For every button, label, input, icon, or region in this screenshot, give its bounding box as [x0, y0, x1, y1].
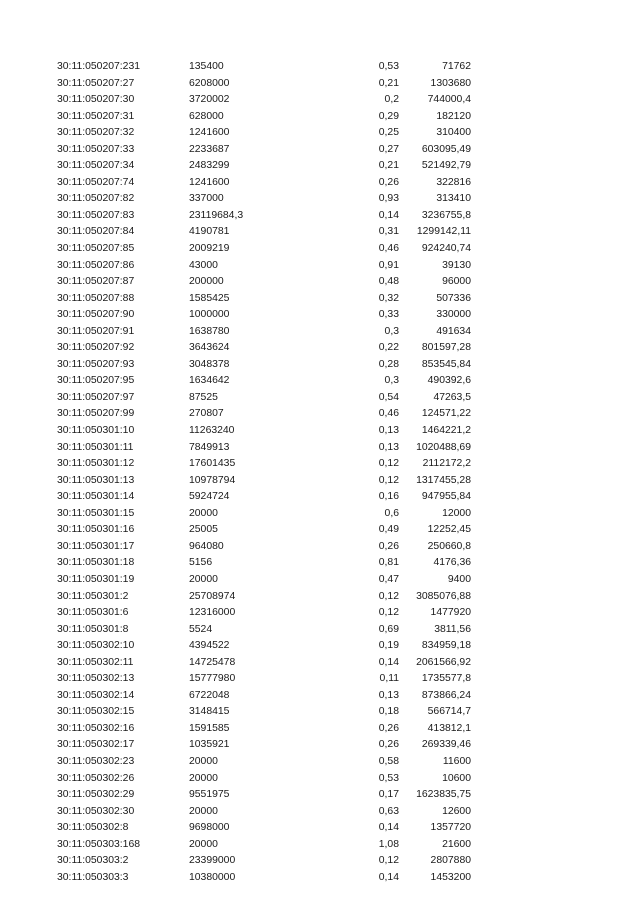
amount-cell: 330000	[436, 309, 471, 321]
cadastral-number-cell: 30:11:050207:86	[57, 259, 135, 271]
area-cell: 5924724	[189, 491, 230, 503]
area-cell: 23399000	[189, 855, 236, 867]
area-cell: 2009219	[189, 243, 230, 255]
area-cell: 2483299	[189, 160, 230, 172]
table-row	[0, 589, 640, 606]
area-cell: 20000	[189, 573, 218, 585]
cadastral-number-cell: 30:11:050207:82	[57, 193, 135, 205]
amount-cell: 744000,4	[427, 94, 471, 106]
area-cell: 3643624	[189, 342, 230, 354]
table-row	[0, 258, 640, 275]
rate-cell: 0,48	[378, 276, 399, 288]
table-row	[0, 870, 640, 887]
cadastral-number-cell: 30:11:050302:23	[57, 755, 135, 767]
area-cell: 11263240	[189, 425, 235, 437]
amount-cell: 853545,84	[421, 358, 471, 370]
area-cell: 6722048	[189, 689, 230, 701]
area-cell: 6208000	[189, 77, 230, 89]
amount-cell: 566714,7	[427, 706, 471, 718]
rate-cell: 0,3	[384, 375, 399, 387]
area-cell: 135400	[189, 61, 224, 72]
area-cell: 1000000	[189, 309, 230, 321]
rate-cell: 0,29	[378, 110, 399, 122]
amount-cell: 1735577,8	[421, 673, 471, 685]
amount-cell: 124571,22	[421, 408, 471, 420]
amount-cell: 1623835,75	[416, 789, 471, 801]
area-cell: 1634642	[189, 375, 230, 387]
cadastral-number-cell: 30:11:050301:6	[57, 607, 129, 619]
table-row	[0, 622, 640, 639]
amount-cell: 12252,45	[427, 524, 471, 536]
cadastral-number-cell: 30:11:050303:2	[57, 855, 129, 867]
table-row	[0, 440, 640, 457]
rate-cell: 0,14	[378, 656, 399, 668]
area-cell: 337000	[189, 193, 224, 205]
table-row	[0, 837, 640, 854]
cadastral-number-cell: 30:11:050302:13	[57, 673, 135, 685]
cadastral-number-cell: 30:11:050207:33	[57, 143, 135, 155]
rate-cell: 0,12	[378, 590, 399, 602]
rate-cell: 0,26	[378, 540, 399, 552]
area-cell: 4190781	[189, 226, 230, 238]
rate-cell: 0,49	[378, 524, 399, 536]
cadastral-number-cell: 30:11:050301:18	[57, 557, 135, 569]
rate-cell: 0,93	[378, 193, 399, 205]
table-row	[0, 423, 640, 440]
table-row	[0, 655, 640, 672]
amount-cell: 2112172,2	[422, 458, 471, 470]
cadastral-number-cell: 30:11:050207:27	[57, 77, 135, 89]
amount-cell: 507336	[436, 292, 471, 304]
area-cell: 20000	[189, 838, 218, 850]
rate-cell: 0,2	[384, 94, 399, 106]
rate-cell: 0,53	[378, 772, 399, 784]
rate-cell: 0,26	[378, 739, 399, 751]
amount-cell: 1303680	[430, 77, 471, 89]
rate-cell: 0,14	[378, 871, 399, 883]
rate-cell: 0,58	[378, 755, 399, 767]
table-row	[0, 804, 640, 821]
cadastral-number-cell: 30:11:050207:231	[57, 61, 141, 72]
rate-cell: 0,27	[378, 143, 399, 155]
amount-cell: 313410	[436, 193, 471, 205]
area-cell: 1241600	[189, 176, 230, 188]
rate-cell: 0,69	[378, 623, 399, 635]
cadastral-number-cell: 30:11:050303:168	[57, 838, 141, 850]
table-row	[0, 489, 640, 506]
rate-cell: 0,47	[378, 573, 399, 585]
rate-cell: 0,31	[378, 226, 399, 238]
area-cell: 270807	[189, 408, 224, 420]
cadastral-number-cell: 30:11:050301:12	[57, 458, 135, 470]
cadastral-number-cell: 30:11:050302:15	[57, 706, 135, 718]
area-cell: 3720002	[189, 94, 230, 106]
cadastral-number-cell: 30:11:050207:34	[57, 160, 135, 172]
table-row	[0, 175, 640, 192]
amount-cell: 1453200	[430, 871, 471, 883]
area-cell: 628000	[189, 110, 224, 122]
amount-cell: 250660,8	[427, 540, 471, 552]
rate-cell: 0,53	[378, 61, 399, 72]
amount-cell: 21600	[442, 838, 471, 850]
rate-cell: 0,63	[378, 805, 399, 817]
area-cell: 9551975	[189, 789, 230, 801]
table-row	[0, 820, 640, 837]
rate-cell: 0,19	[378, 640, 399, 652]
table-row	[0, 572, 640, 589]
rate-cell: 0,13	[378, 425, 399, 437]
amount-cell: 2807880	[430, 855, 471, 867]
table-row	[0, 357, 640, 374]
area-cell: 4394522	[189, 640, 230, 652]
table-row	[0, 92, 640, 109]
cadastral-number-cell: 30:11:050207:95	[57, 375, 135, 387]
rate-cell: 0,81	[378, 557, 399, 569]
rate-cell: 0,17	[378, 789, 399, 801]
rate-cell: 0,22	[378, 342, 399, 354]
area-cell: 7849913	[189, 441, 230, 453]
amount-cell: 801597,28	[421, 342, 471, 354]
cadastral-number-cell: 30:11:050207:93	[57, 358, 135, 370]
area-cell: 1241600	[189, 127, 230, 139]
table-row	[0, 76, 640, 93]
area-cell: 1585425	[189, 292, 230, 304]
table-row	[0, 142, 640, 159]
cadastral-number-cell: 30:11:050301:10	[57, 425, 135, 437]
amount-cell: 3236755,8	[421, 209, 471, 221]
table-row	[0, 224, 640, 241]
area-cell: 25708974	[189, 590, 236, 602]
cadastral-number-cell: 30:11:050302:11	[57, 656, 134, 668]
table-row	[0, 208, 640, 225]
cadastral-number-cell: 30:11:050302:10	[57, 640, 135, 652]
cadastral-number-cell: 30:11:050207:85	[57, 243, 135, 255]
amount-cell: 521492,79	[421, 160, 471, 172]
cadastral-number-cell: 30:11:050207:87	[57, 276, 135, 288]
amount-cell: 12600	[442, 805, 471, 817]
rate-cell: 0,18	[378, 706, 399, 718]
cadastral-number-cell: 30:11:050301:8	[57, 623, 129, 635]
amount-cell: 182120	[436, 110, 471, 122]
rate-cell: 0,21	[378, 77, 399, 89]
rate-cell: 0,16	[378, 491, 399, 503]
cadastral-number-cell: 30:11:050207:74	[57, 176, 135, 188]
cadastral-number-cell: 30:11:050301:13	[57, 474, 135, 486]
area-cell: 200000	[189, 276, 224, 288]
table-row	[0, 390, 640, 407]
cadastral-number-cell: 30:11:050302:16	[57, 722, 135, 734]
cadastral-number-cell: 30:11:050301:14	[57, 491, 135, 503]
area-cell: 10978794	[189, 474, 236, 486]
rate-cell: 0,13	[378, 441, 399, 453]
cadastral-number-cell: 30:11:050303:3	[57, 871, 129, 883]
area-cell: 2233687	[189, 143, 230, 155]
cadastral-number-cell: 30:11:050301:2	[57, 590, 129, 602]
table-row	[0, 539, 640, 556]
rate-cell: 0,12	[378, 607, 399, 619]
rate-cell: 0,91	[378, 259, 399, 271]
cadastral-number-cell: 30:11:050207:99	[57, 408, 135, 420]
table-row	[0, 473, 640, 490]
cadastral-number-cell: 30:11:050207:91	[57, 325, 135, 337]
amount-cell: 3085076,88	[416, 590, 471, 602]
cadastral-number-cell: 30:11:050207:32	[57, 127, 135, 139]
area-cell: 43000	[189, 259, 218, 271]
rate-cell: 0,12	[378, 474, 399, 486]
cadastral-number-cell: 30:11:050207:31	[57, 110, 135, 122]
rate-cell: 0,32	[378, 292, 399, 304]
amount-cell: 4176,36	[433, 557, 471, 569]
table-row	[0, 191, 640, 208]
amount-cell: 2061566,92	[416, 656, 471, 668]
rate-cell: 0,12	[378, 855, 399, 867]
area-cell: 1035921	[189, 739, 230, 751]
area-cell: 964080	[189, 540, 224, 552]
table-row	[0, 109, 640, 126]
table-row	[0, 158, 640, 175]
area-cell: 9698000	[189, 822, 230, 834]
table-row	[0, 638, 640, 655]
table-row	[0, 771, 640, 788]
table-row	[0, 853, 640, 870]
amount-cell: 491634	[436, 325, 471, 337]
table-row	[0, 406, 640, 423]
rate-cell: 1,08	[378, 838, 399, 850]
table-row	[0, 125, 640, 142]
amount-cell: 873866,24	[421, 689, 471, 701]
amount-cell: 834959,18	[421, 640, 471, 652]
amount-cell: 1317455,28	[416, 474, 471, 486]
area-cell: 3148415	[189, 706, 230, 718]
area-cell: 20000	[189, 772, 218, 784]
amount-cell: 1357720	[430, 822, 471, 834]
rate-cell: 0,14	[378, 822, 399, 834]
table-row	[0, 555, 640, 572]
rate-cell: 0,3	[384, 325, 399, 337]
rate-cell: 0,6	[384, 507, 399, 519]
table-row	[0, 456, 640, 473]
table-row	[0, 671, 640, 688]
amount-cell: 1477920	[430, 607, 471, 619]
area-cell: 20000	[189, 755, 218, 767]
area-cell: 12316000	[189, 607, 236, 619]
table-row	[0, 506, 640, 523]
area-cell: 1638780	[189, 325, 230, 337]
area-cell: 10380000	[189, 871, 236, 883]
rate-cell: 0,33	[378, 309, 399, 321]
rate-cell: 0,13	[378, 689, 399, 701]
cadastral-number-cell: 30:11:050302:30	[57, 805, 135, 817]
table-row	[0, 307, 640, 324]
table-row	[0, 787, 640, 804]
table-row	[0, 688, 640, 705]
amount-cell: 1299142,11	[416, 226, 471, 238]
rate-cell: 0,11	[379, 673, 399, 685]
cadastral-number-cell: 30:11:050207:83	[57, 209, 135, 221]
amount-cell: 603095,49	[421, 143, 471, 155]
cadastral-number-cell: 30:11:050207:92	[57, 342, 135, 354]
area-cell: 14725478	[189, 656, 236, 668]
area-cell: 17601435	[189, 458, 236, 470]
area-cell: 5524	[189, 623, 213, 635]
table-row	[0, 373, 640, 390]
cadastral-number-cell: 30:11:050302:26	[57, 772, 135, 784]
table-row	[0, 605, 640, 622]
area-cell: 23119684,3	[189, 209, 244, 221]
amount-cell: 490392,6	[427, 375, 471, 387]
amount-cell: 1464221,2	[421, 425, 471, 437]
table-row	[0, 340, 640, 357]
area-cell: 1591585	[189, 722, 230, 734]
cadastral-number-cell: 30:11:050301:19	[57, 573, 135, 585]
cadastral-number-cell: 30:11:050207:30	[57, 94, 135, 106]
cadastral-number-cell: 30:11:050207:97	[57, 391, 135, 403]
table-row	[0, 241, 640, 258]
table-row	[0, 59, 640, 76]
amount-cell: 947955,84	[421, 491, 471, 503]
area-cell: 3048378	[189, 358, 230, 370]
cadastral-number-cell: 30:11:050207:84	[57, 226, 135, 238]
rate-cell: 0,21	[378, 160, 399, 172]
cadastral-number-cell: 30:11:050301:17	[57, 540, 135, 552]
table-row	[0, 324, 640, 341]
cadastral-number-cell: 30:11:050302:14	[57, 689, 135, 701]
rate-cell: 0,14	[378, 209, 399, 221]
rate-cell: 0,54	[378, 391, 399, 403]
table-row	[0, 522, 640, 539]
amount-cell: 10600	[442, 772, 471, 784]
amount-cell: 9400	[447, 573, 471, 585]
amount-cell: 413812,1	[427, 722, 471, 734]
cadastral-number-cell: 30:11:050207:90	[57, 309, 135, 321]
amount-cell: 47263,5	[433, 391, 471, 403]
rate-cell: 0,46	[378, 408, 399, 420]
amount-cell: 11600	[442, 755, 471, 767]
area-cell: 5156	[189, 557, 213, 569]
cadastral-number-cell: 30:11:050302:29	[57, 789, 135, 801]
rate-cell: 0,26	[378, 176, 399, 188]
table-row	[0, 704, 640, 721]
table-row	[0, 737, 640, 754]
amount-cell: 322816	[436, 176, 471, 188]
amount-cell: 310400	[436, 127, 471, 139]
cadastral-number-cell: 30:11:050301:11	[57, 441, 134, 453]
amount-cell: 96000	[442, 276, 471, 288]
amount-cell: 924240,74	[421, 243, 471, 255]
cadastral-number-cell: 30:11:050302:8	[57, 822, 129, 834]
area-cell: 20000	[189, 507, 218, 519]
rate-cell: 0,26	[378, 722, 399, 734]
table-row	[0, 754, 640, 771]
table-row	[0, 291, 640, 308]
amount-cell: 39130	[442, 259, 471, 271]
rate-cell: 0,28	[378, 358, 399, 370]
rate-cell: 0,46	[378, 243, 399, 255]
amount-cell: 1020488,69	[416, 441, 471, 453]
amount-cell: 12000	[442, 507, 471, 519]
cadastral-number-cell: 30:11:050301:16	[57, 524, 135, 536]
cadastral-number-cell: 30:11:050302:17	[57, 739, 135, 751]
cadastral-number-cell: 30:11:050207:88	[57, 292, 135, 304]
cadastral-number-cell: 30:11:050301:15	[57, 507, 135, 519]
amount-cell: 3811,56	[434, 623, 471, 635]
data-table	[0, 59, 640, 886]
table-row	[0, 274, 640, 291]
area-cell: 25005	[189, 524, 218, 536]
table-row	[0, 721, 640, 738]
area-cell: 87525	[189, 391, 218, 403]
area-cell: 15777980	[189, 673, 236, 685]
rate-cell: 0,12	[378, 458, 399, 470]
amount-cell: 269339,46	[421, 739, 471, 751]
amount-cell: 71762	[442, 61, 471, 72]
area-cell: 20000	[189, 805, 218, 817]
rate-cell: 0,25	[378, 127, 399, 139]
